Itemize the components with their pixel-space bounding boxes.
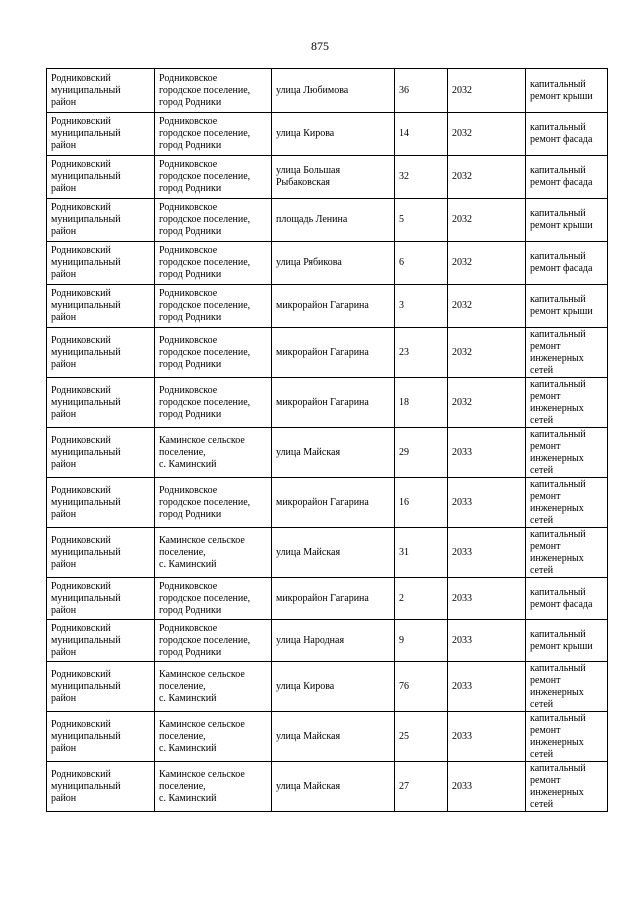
settlement-cell (155, 478, 272, 528)
year-cell-text: 2033 (452, 680, 472, 692)
street-cell-text: улица Кирова (276, 128, 335, 139)
settlement-cell-text: Каминское сельское поселение, с. Каминский (159, 768, 245, 804)
district-cell (47, 156, 155, 199)
settlement-cell (155, 199, 272, 242)
settlement-cell (155, 662, 272, 712)
table-row (47, 285, 608, 328)
house-number-cell-text: 9 (399, 634, 404, 646)
settlement-cell (155, 620, 272, 662)
settlement-cell-text: Родниковское городское поселение, город Родники (159, 245, 251, 280)
district-cell (47, 578, 155, 620)
year-cell (448, 378, 526, 428)
settlement-cell (155, 528, 272, 578)
house-number-cell-text: 76 (399, 680, 409, 692)
work-type-cell (526, 156, 608, 199)
house-number-cell-text: 2 (399, 592, 404, 604)
settlement-cell-text: Каминское сельское поселение, с. Каминский (159, 534, 245, 570)
street-cell (272, 328, 395, 378)
house-number-cell (395, 712, 448, 762)
work-type-cell (526, 378, 608, 428)
work-type-cell-text: капитальный ремонт крыши (530, 208, 593, 231)
street-cell (272, 712, 395, 762)
house-number-cell (395, 762, 448, 812)
settlement-cell (155, 113, 272, 156)
table-row (47, 662, 608, 712)
house-number-cell (395, 528, 448, 578)
table-row (47, 378, 608, 428)
year-cell-text: 2032 (452, 214, 472, 225)
work-type-cell-text: капитальный ремонт крыши (530, 628, 593, 652)
district-cell-text: Родниковский муниципальный район (51, 245, 121, 280)
house-number-cell-text: 25 (399, 730, 409, 742)
work-type-cell-text: капитальный ремонт инженерных сетей (530, 762, 586, 810)
year-cell-text: 2033 (452, 446, 472, 458)
year-cell-text: 2033 (452, 546, 472, 558)
district-cell-text: Родниковский муниципальный район (51, 580, 121, 616)
year-cell-text: 2032 (452, 128, 472, 139)
street-cell-text: микрорайон Гагарина (276, 592, 369, 604)
district-cell (47, 285, 155, 328)
house-number-cell-text: 23 (399, 346, 409, 358)
table-row (47, 762, 608, 812)
settlement-cell-text: Каминское сельское поселение, с. Каминский (159, 668, 245, 704)
district-cell-text: Родниковский муниципальный район (51, 484, 121, 520)
year-cell-text: 2032 (452, 346, 472, 358)
work-type-cell (526, 620, 608, 662)
table-row (47, 578, 608, 620)
settlement-cell (155, 712, 272, 762)
house-number-cell-text: 27 (399, 780, 409, 792)
table-row (47, 199, 608, 242)
work-type-cell-text: капитальный ремонт фасада (530, 165, 593, 188)
work-type-cell (526, 242, 608, 285)
street-cell-text: микрорайон Гагарина (276, 396, 369, 408)
year-cell-text: 2032 (452, 300, 472, 311)
street-cell (272, 199, 395, 242)
work-type-cell-text: капитальный ремонт фасада (530, 251, 593, 274)
settlement-cell (155, 242, 272, 285)
year-cell-text: 2033 (452, 592, 472, 604)
district-cell (47, 528, 155, 578)
house-number-cell (395, 378, 448, 428)
district-cell-text: Родниковский муниципальный район (51, 534, 121, 570)
settlement-cell-text: Родниковское городское поселение, город Родники (159, 159, 251, 194)
work-type-cell (526, 578, 608, 620)
year-cell-text: 2032 (452, 171, 472, 182)
work-type-cell (526, 69, 608, 113)
work-type-cell-text: капитальный ремонт инженерных сетей (530, 328, 586, 376)
work-type-cell (526, 199, 608, 242)
house-number-cell-text: 31 (399, 546, 409, 558)
work-type-cell (526, 285, 608, 328)
settlement-cell (155, 762, 272, 812)
work-type-cell (526, 478, 608, 528)
table-row (47, 428, 608, 478)
work-type-cell-text: капитальный ремонт инженерных сетей (530, 528, 586, 576)
district-cell-text: Родниковский муниципальный район (51, 159, 121, 194)
settlement-cell (155, 578, 272, 620)
work-type-cell (526, 662, 608, 712)
settlement-cell-text: Родниковское городское поселение, город Родники (159, 384, 251, 420)
house-number-cell (395, 478, 448, 528)
settlement-cell (155, 378, 272, 428)
table-row (47, 478, 608, 528)
street-cell-text: улица Рябикова (276, 257, 342, 268)
work-type-cell-text: капитальный ремонт инженерных сетей (530, 712, 586, 760)
house-number-cell-text: 18 (399, 396, 409, 408)
table-row (47, 328, 608, 378)
street-cell (272, 428, 395, 478)
settlement-cell-text: Родниковское городское поселение, город Родники (159, 622, 251, 658)
settlement-cell-text: Родниковское городское поселение, город Родники (159, 116, 251, 151)
year-cell (448, 662, 526, 712)
year-cell (448, 199, 526, 242)
house-number-cell (395, 620, 448, 662)
house-number-cell (395, 285, 448, 328)
street-cell-text: улица Большая Рыбаковская (276, 165, 341, 188)
district-cell-text: Родниковский муниципальный район (51, 434, 121, 470)
house-number-cell (395, 156, 448, 199)
district-cell (47, 69, 155, 113)
settlement-cell (155, 285, 272, 328)
year-cell (448, 328, 526, 378)
house-number-cell-text: 29 (399, 446, 409, 458)
page-number: 875 (311, 39, 329, 53)
year-cell (448, 712, 526, 762)
house-number-cell-text: 32 (399, 171, 409, 182)
district-cell-text: Родниковский муниципальный район (51, 668, 121, 704)
work-type-cell (526, 428, 608, 478)
house-number-cell (395, 662, 448, 712)
work-type-cell (526, 528, 608, 578)
work-type-cell-text: капитальный ремонт крыши (530, 78, 593, 102)
street-cell (272, 528, 395, 578)
street-cell (272, 662, 395, 712)
district-cell-text: Родниковский муниципальный район (51, 768, 121, 804)
house-number-cell-text: 6 (399, 257, 404, 268)
settlement-cell-text: Родниковское городское поселение, город Родники (159, 580, 251, 616)
year-cell (448, 242, 526, 285)
table-row (47, 113, 608, 156)
street-cell (272, 285, 395, 328)
house-number-cell (395, 578, 448, 620)
house-number-cell-text: 36 (399, 84, 409, 96)
settlement-cell-text: Родниковское городское поселение, город Родники (159, 484, 251, 520)
street-cell (272, 478, 395, 528)
settlement-cell-text: Каминское сельское поселение, с. Каминский (159, 718, 245, 754)
year-cell-text: 2033 (452, 730, 472, 742)
house-number-cell (395, 69, 448, 113)
work-type-cell-text: капитальный ремонт инженерных сетей (530, 662, 586, 710)
street-cell-text: микрорайон Гагарина (276, 496, 369, 508)
house-number-cell (395, 199, 448, 242)
street-cell (272, 378, 395, 428)
repair-schedule-table (46, 68, 608, 812)
settlement-cell (155, 328, 272, 378)
district-cell (47, 199, 155, 242)
year-cell (448, 285, 526, 328)
work-type-cell-text: капитальный ремонт инженерных сетей (530, 478, 586, 526)
street-cell-text: площадь Ленина (276, 214, 348, 225)
settlement-cell-text: Родниковское городское поселение, город Родники (159, 334, 251, 370)
settlement-cell-text: Родниковское городское поселение, город Родники (159, 72, 251, 108)
street-cell (272, 69, 395, 113)
district-cell-text: Родниковский муниципальный район (51, 202, 121, 237)
district-cell (47, 378, 155, 428)
settlement-cell (155, 156, 272, 199)
house-number-cell-text: 3 (399, 300, 404, 311)
table-row (47, 156, 608, 199)
year-cell (448, 620, 526, 662)
district-cell-text: Родниковский муниципальный район (51, 622, 121, 658)
table-row (47, 242, 608, 285)
district-cell (47, 113, 155, 156)
settlement-cell (155, 69, 272, 113)
year-cell-text: 2033 (452, 780, 472, 792)
year-cell-text: 2033 (452, 496, 472, 508)
table-row (47, 528, 608, 578)
year-cell-text: 2032 (452, 257, 472, 268)
work-type-cell-text: капитальный ремонт крыши (530, 294, 593, 317)
year-cell-text: 2032 (452, 84, 472, 96)
district-cell (47, 620, 155, 662)
street-cell-text: микрорайон Гагарина (276, 300, 369, 311)
settlement-cell-text: Каминское сельское поселение, с. Каминский (159, 434, 245, 470)
settlement-cell (155, 428, 272, 478)
settlement-cell-text: Родниковское городское поселение, город Родники (159, 202, 251, 237)
district-cell (47, 762, 155, 812)
district-cell-text: Родниковский муниципальный район (51, 384, 121, 420)
district-cell-text: Родниковский муниципальный район (51, 72, 121, 108)
district-cell-text: Родниковский муниципальный район (51, 116, 121, 151)
house-number-cell-text: 5 (399, 214, 404, 225)
house-number-cell-text: 14 (399, 128, 409, 139)
house-number-cell (395, 113, 448, 156)
year-cell (448, 428, 526, 478)
street-cell-text: улица Народная (276, 634, 345, 646)
table-body (47, 69, 608, 812)
settlement-cell-text: Родниковское городское поселение, город Родники (159, 288, 251, 323)
district-cell (47, 242, 155, 285)
house-number-cell (395, 242, 448, 285)
street-cell-text: улица Майская (276, 446, 341, 458)
house-number-cell (395, 328, 448, 378)
year-cell (448, 762, 526, 812)
street-cell (272, 242, 395, 285)
table-row (47, 712, 608, 762)
street-cell (272, 113, 395, 156)
street-cell (272, 578, 395, 620)
district-cell (47, 428, 155, 478)
year-cell (448, 156, 526, 199)
work-type-cell (526, 712, 608, 762)
house-number-cell (395, 428, 448, 478)
district-cell (47, 328, 155, 378)
street-cell-text: улица Кирова (276, 680, 335, 692)
street-cell-text: улица Майская (276, 780, 341, 792)
district-cell (47, 712, 155, 762)
work-type-cell (526, 762, 608, 812)
district-cell-text: Родниковский муниципальный район (51, 334, 121, 370)
year-cell-text: 2032 (452, 396, 472, 408)
street-cell-text: улица Майская (276, 730, 341, 742)
street-cell (272, 156, 395, 199)
street-cell (272, 620, 395, 662)
street-cell-text: микрорайон Гагарина (276, 346, 369, 358)
house-number-cell-text: 16 (399, 496, 409, 508)
work-type-cell-text: капитальный ремонт инженерных сетей (530, 428, 586, 476)
street-cell (272, 762, 395, 812)
year-cell (448, 528, 526, 578)
work-type-cell (526, 328, 608, 378)
work-type-cell-text: капитальный ремонт фасада (530, 122, 593, 145)
year-cell (448, 578, 526, 620)
year-cell-text: 2033 (452, 634, 472, 646)
district-cell (47, 478, 155, 528)
work-type-cell (526, 113, 608, 156)
year-cell (448, 478, 526, 528)
district-cell-text: Родниковский муниципальный район (51, 718, 121, 754)
street-cell-text: улица Любимова (276, 84, 349, 96)
work-type-cell-text: капитальный ремонт фасада (530, 586, 593, 610)
table-row (47, 620, 608, 662)
district-cell-text: Родниковский муниципальный район (51, 288, 121, 323)
street-cell-text: улица Майская (276, 546, 341, 558)
year-cell (448, 113, 526, 156)
table-row (47, 69, 608, 113)
work-type-cell-text: капитальный ремонт инженерных сетей (530, 378, 586, 426)
year-cell (448, 69, 526, 113)
district-cell (47, 662, 155, 712)
